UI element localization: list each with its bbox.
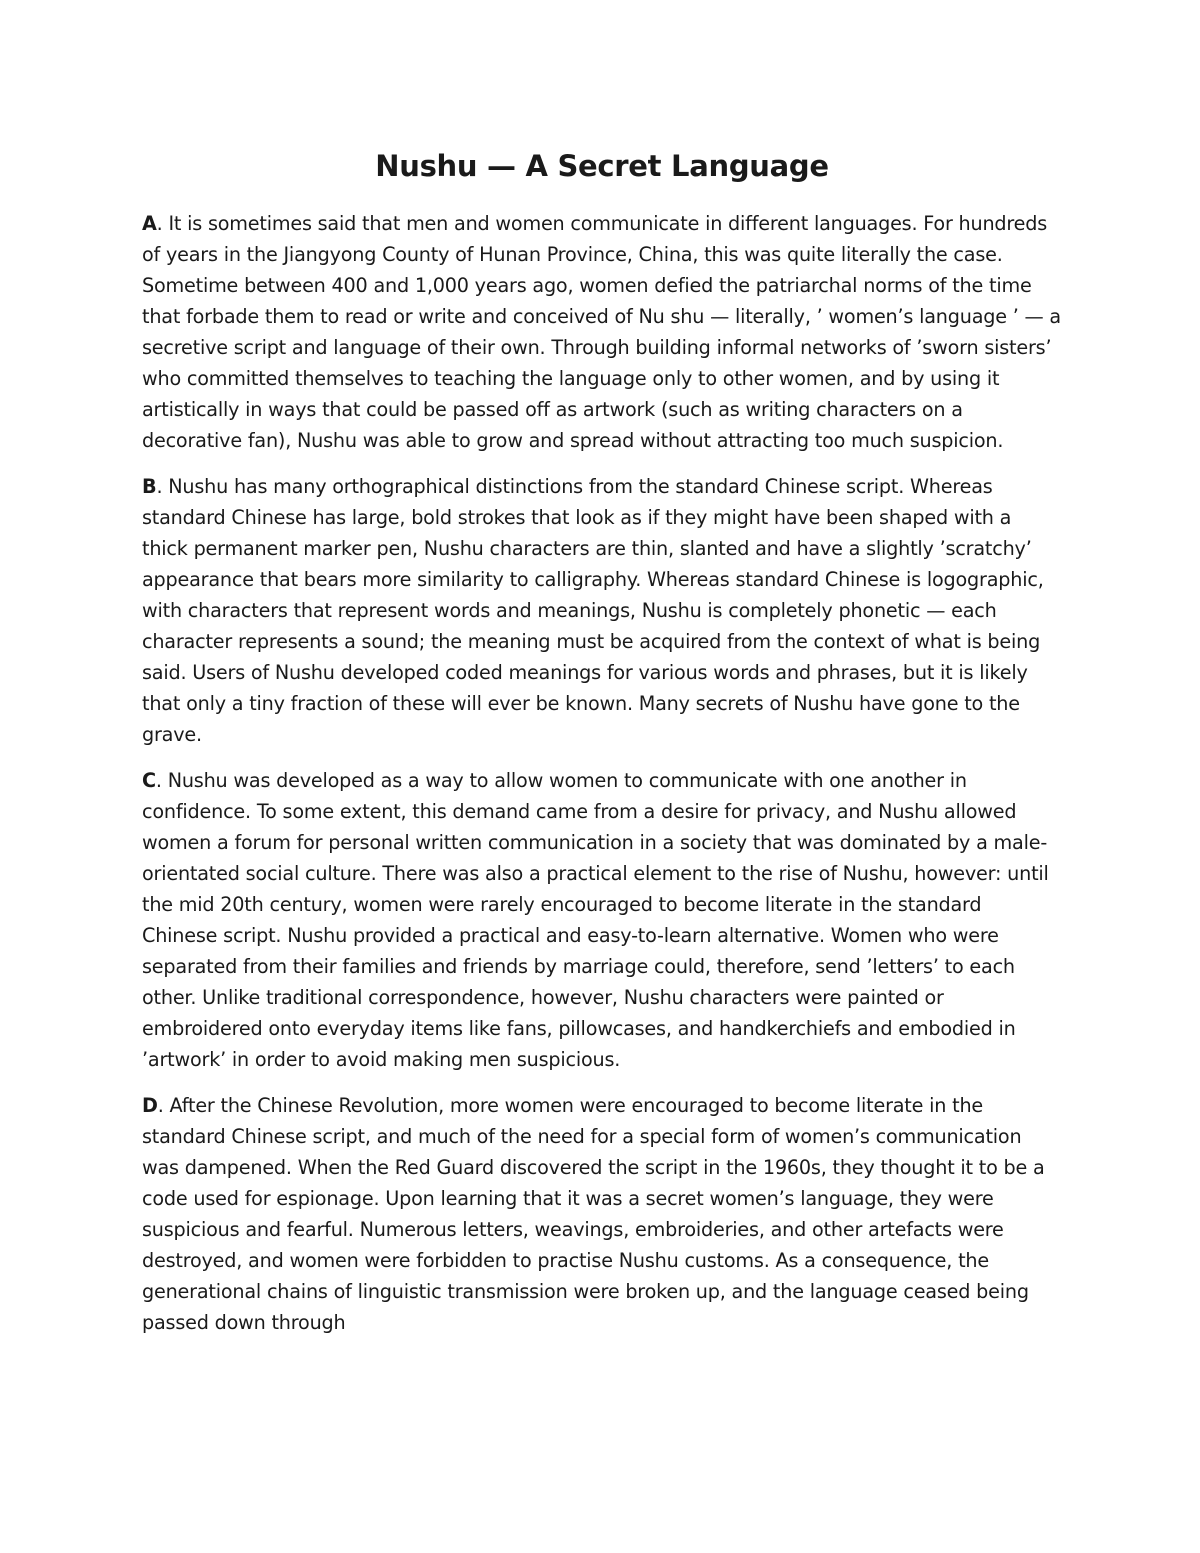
paragraph-a-letter: A [142,212,157,235]
paragraph-b-text: . Nushu has many orthographical distinctions from the standard Chinese script. Whereas standard Chinese has large, bold strokes that look as if they might have been shaped with a thick permanent marker pen, Nushu characters are thin, slanted and have a slightly ’scratchy’ appearance that bears more similarity to calligraphy. Whereas standard Chinese is logographic, with characters that represent words and meanings, Nushu is completely phonetic — each character represents a sound; the meaning must be acquired from the context of what is being said. Users of Nushu developed coded meanings for various words and phrases, but it is likely that only a tiny fraction of these will ever be known. Many secrets of Nushu have gone to the grave. [142,475,1044,746]
paragraph-d [142,1090,1062,1338]
paragraph-c [142,765,1062,1075]
paragraph-d-text: . After the Chinese Revolution, more women were encouraged to become literate in the standard Chinese script, and much of the need for a special form of women’s communication was dampened. When the Red Guard discovered the script in the 1960s, they thought it to be a code used for espionage. Upon learning that it was a secret women’s language, they were suspicious and fearful. Numerous letters, weavings, embroideries, and other artefacts were destroyed, and women were forbidden to practise Nushu customs. As a consequence, the generational chains of linguistic transmission were broken up, and the language ceased being passed down through [142,1094,1045,1334]
paragraph-d-letter: D [142,1094,158,1117]
page-title: Nushu — A Secret Language [375,149,829,183]
paragraph-c-letter: C [142,769,156,792]
document-page [142,146,1062,1353]
paragraph-a [142,208,1062,456]
paragraph-b-letter: B [142,475,157,498]
paragraph-c-text: . Nushu was developed as a way to allow women to communicate with one another in confidence. To some extent, this demand came from a desire for privacy, and Nushu allowed women a forum for personal written communication in a society that was dominated by a male-orientated social culture. There was also a practical element to the rise of Nushu, however: until the mid 20th century, women were rarely encouraged to become literate in the standard Chinese script. Nushu provided a practical and easy-to-learn alternative. Women who were separated from their families and friends by marriage could, therefore, send ’letters’ to each other. Unlike traditional correspondence, however, Nushu characters were painted or embroidered onto everyday items like fans, pillowcases, and handkerchiefs and embodied in ’artwork’ in order to avoid making men suspicious. [142,769,1049,1071]
paragraph-b [142,471,1062,750]
paragraph-a-text: . It is sometimes said that men and women communicate in different languages. For hundreds of years in the Jiangyong County of Hunan Province, China, this was quite literally the case. Sometime between 400 and 1,000 years ago, women defied the patriarchal norms of the time that forbade them to read or write and conceived of Nu shu — literally, ’ women’s language ’ — a secretive script and language of their own. Through building informal networks of ’sworn sisters’ who committed themselves to teaching the language only to other women, and by using it artistically in ways that could be passed off as artwork (such as writing characters on a decorative fan), Nushu was able to grow and spread without attracting too much suspicion. [142,212,1061,452]
